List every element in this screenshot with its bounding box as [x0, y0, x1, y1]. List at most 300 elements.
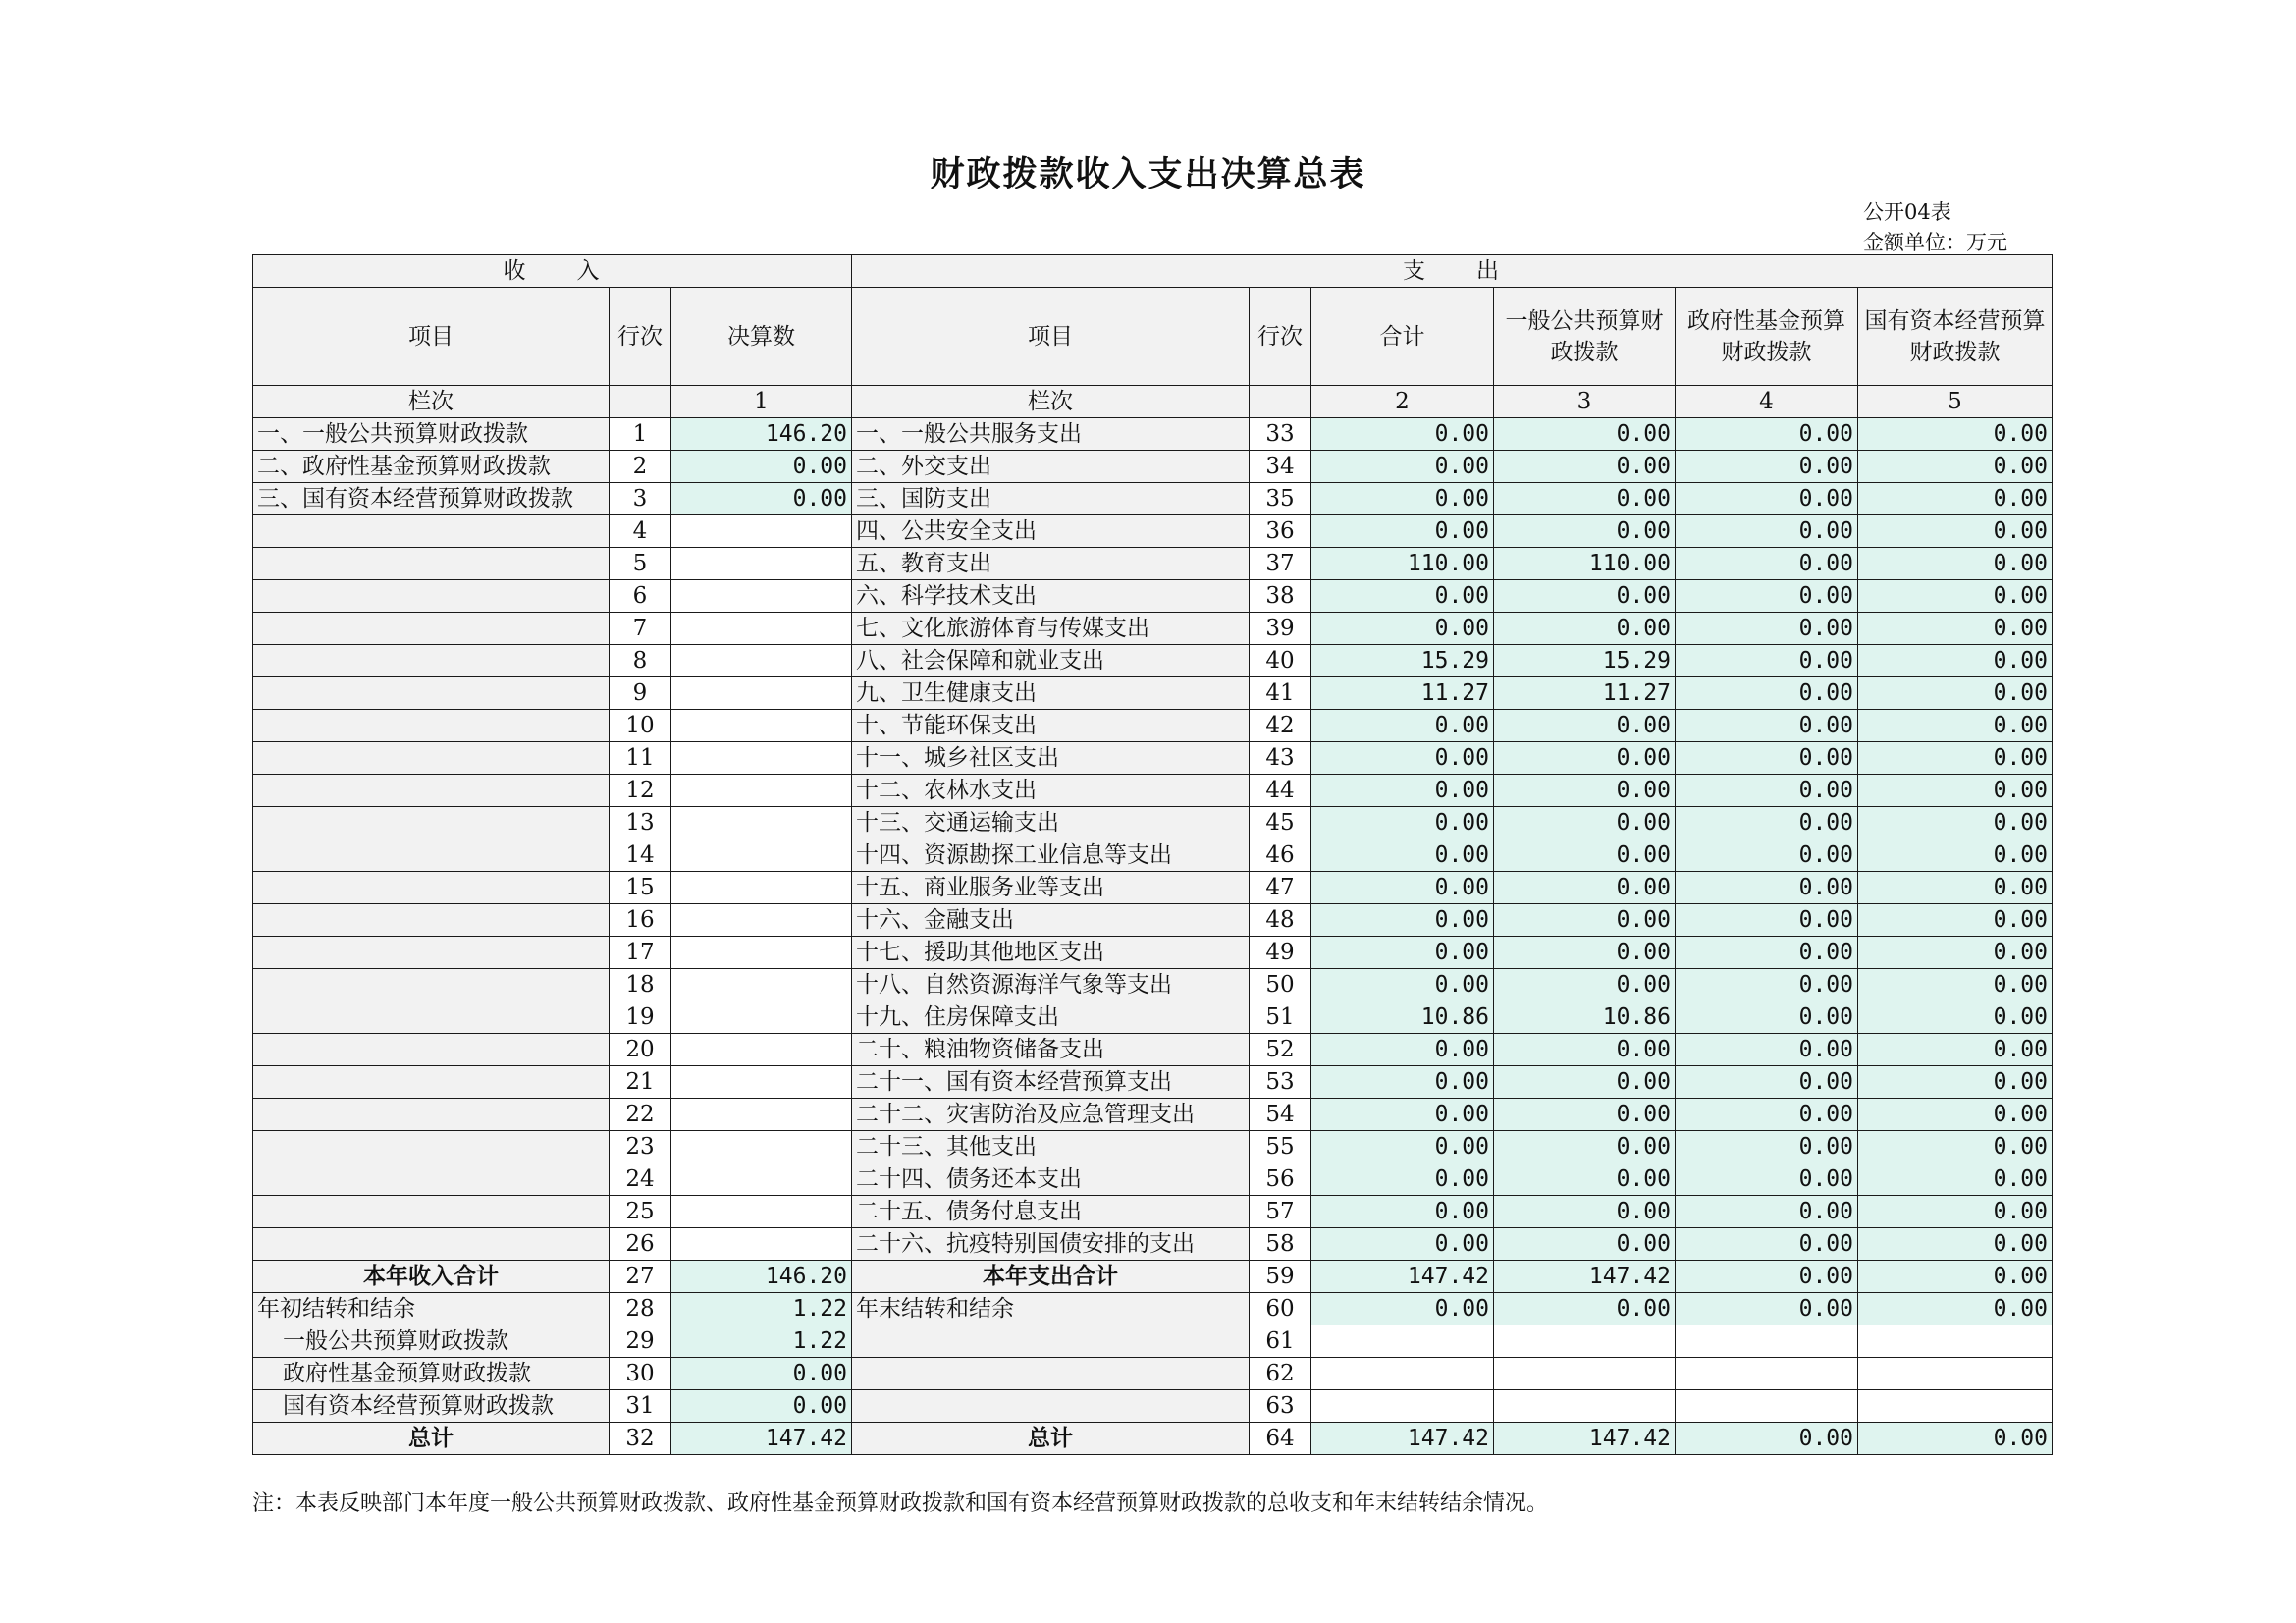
row-number: 51	[1250, 1001, 1311, 1034]
row-number: 35	[1250, 483, 1311, 515]
row-number: 54	[1250, 1099, 1311, 1131]
expense-general: 0.00	[1494, 1163, 1676, 1196]
empty-cell	[852, 1325, 1250, 1358]
table-row	[253, 515, 2053, 548]
income-amount	[671, 1066, 852, 1099]
row-number: 18	[610, 969, 671, 1001]
income-amount	[671, 904, 852, 937]
expense-state-capital: 0.00	[1858, 613, 2053, 645]
expense-gov-fund: 0.00	[1676, 839, 1858, 872]
expense-general: 0.00	[1494, 1196, 1676, 1228]
income-amount	[671, 1131, 852, 1163]
row-number: 48	[1250, 904, 1311, 937]
expense-state-capital: 0.00	[1858, 1001, 2053, 1034]
row-number: 25	[610, 1196, 671, 1228]
row-number: 46	[1250, 839, 1311, 872]
expense-general: 0.00	[1494, 872, 1676, 904]
row-number: 58	[1250, 1228, 1311, 1261]
row-number: 53	[1250, 1066, 1311, 1099]
row-number: 52	[1250, 1034, 1311, 1066]
income-item	[253, 613, 610, 645]
income-label: 一般公共预算财政拨款	[253, 1325, 610, 1358]
income-amount	[671, 872, 852, 904]
expense-total: 0.00	[1311, 937, 1494, 969]
row-number: 39	[1250, 613, 1311, 645]
expense-general: 147.42	[1494, 1423, 1676, 1455]
row-number: 62	[1250, 1358, 1311, 1390]
expense-gov-fund: 0.00	[1676, 613, 1858, 645]
expense-total: 0.00	[1311, 1228, 1494, 1261]
income-amount	[671, 839, 852, 872]
empty-cell	[1494, 1390, 1676, 1423]
expense-gov-fund: 0.00	[1676, 710, 1858, 742]
expense-state-capital: 0.00	[1858, 645, 2053, 677]
income-amount: 1.22	[671, 1293, 852, 1325]
income-label: 总计	[253, 1423, 610, 1455]
income-amount: 1.22	[671, 1325, 852, 1358]
expense-general: 10.86	[1494, 1001, 1676, 1034]
row-number: 36	[1250, 515, 1311, 548]
income-item	[253, 839, 610, 872]
row-number: 7	[610, 613, 671, 645]
table-row	[253, 1001, 2053, 1034]
expense-general: 0.00	[1494, 742, 1676, 775]
table-row	[253, 904, 2053, 937]
expense-state-capital: 0.00	[1858, 580, 2053, 613]
income-item	[253, 1066, 610, 1099]
income-item	[253, 645, 610, 677]
expense-state-capital: 0.00	[1858, 904, 2053, 937]
row-number: 64	[1250, 1423, 1311, 1455]
expense-gov-fund: 0.00	[1676, 969, 1858, 1001]
row-number: 42	[1250, 710, 1311, 742]
table-row	[253, 613, 2053, 645]
income-section-header: 收 入	[253, 255, 852, 288]
expense-general: 0.00	[1494, 1066, 1676, 1099]
income-amount	[671, 548, 852, 580]
empty-cell	[1311, 1358, 1494, 1390]
row-number: 28	[610, 1293, 671, 1325]
empty-cell	[610, 386, 671, 418]
table-row	[253, 645, 2053, 677]
expense-item: 三、国防支出	[852, 483, 1250, 515]
income-amount	[671, 807, 852, 839]
expense-state-capital: 0.00	[1858, 839, 2053, 872]
expense-gov-fund: 0.00	[1676, 775, 1858, 807]
income-item: 二、政府性基金预算财政拨款	[253, 451, 610, 483]
income-item	[253, 710, 610, 742]
expense-total: 110.00	[1311, 548, 1494, 580]
expense-item: 二十三、其他支出	[852, 1131, 1250, 1163]
income-item	[253, 1228, 610, 1261]
row-number: 19	[610, 1001, 671, 1034]
col-number: 4	[1676, 386, 1858, 418]
income-amount	[671, 1163, 852, 1196]
expense-general: 110.00	[1494, 548, 1676, 580]
empty-cell	[1311, 1390, 1494, 1423]
expense-item: 十五、商业服务业等支出	[852, 872, 1250, 904]
income-item: 三、国有资本经营预算财政拨款	[253, 483, 610, 515]
expense-state-capital: 0.00	[1858, 1163, 2053, 1196]
table-row	[253, 742, 2053, 775]
expense-item: 十二、农林水支出	[852, 775, 1250, 807]
expense-general: 0.00	[1494, 904, 1676, 937]
expense-general: 0.00	[1494, 1131, 1676, 1163]
table-row	[253, 937, 2053, 969]
expense-gov-fund: 0.00	[1676, 742, 1858, 775]
expense-total: 0.00	[1311, 904, 1494, 937]
row-number: 55	[1250, 1131, 1311, 1163]
expense-general: 0.00	[1494, 775, 1676, 807]
expense-gov-fund: 0.00	[1676, 418, 1858, 451]
income-amount	[671, 580, 852, 613]
table-row	[253, 1228, 2053, 1261]
expense-label: 年末结转和结余	[852, 1293, 1250, 1325]
expense-state-capital: 0.00	[1858, 483, 2053, 515]
income-label: 年初结转和结余	[253, 1293, 610, 1325]
expense-total: 0.00	[1311, 580, 1494, 613]
col-header-state-capital: 国有资本经营预算财政拨款	[1858, 288, 2053, 386]
col-header-total: 合计	[1311, 288, 1494, 386]
expense-item: 十三、交通运输支出	[852, 807, 1250, 839]
row-number: 8	[610, 645, 671, 677]
income-amount	[671, 515, 852, 548]
expense-general: 0.00	[1494, 969, 1676, 1001]
expense-gov-fund: 0.00	[1676, 1131, 1858, 1163]
income-item	[253, 548, 610, 580]
col-number: 1	[671, 386, 852, 418]
col-label: 栏次	[253, 386, 610, 418]
expense-total: 0.00	[1311, 839, 1494, 872]
expense-gov-fund: 0.00	[1676, 677, 1858, 710]
income-amount: 146.20	[671, 418, 852, 451]
expense-item: 二十、粮油物资储备支出	[852, 1034, 1250, 1066]
expense-general: 0.00	[1494, 451, 1676, 483]
expense-gov-fund: 0.00	[1676, 1163, 1858, 1196]
expense-general: 0.00	[1494, 580, 1676, 613]
expense-gov-fund: 0.00	[1676, 1293, 1858, 1325]
row-number: 59	[1250, 1261, 1311, 1293]
expense-item: 十一、城乡社区支出	[852, 742, 1250, 775]
col-header-final-amount: 决算数	[671, 288, 852, 386]
expense-general: 0.00	[1494, 1099, 1676, 1131]
expense-total: 147.42	[1311, 1423, 1494, 1455]
amount-unit: 金额单位：万元	[1863, 231, 2007, 254]
expense-gov-fund: 0.00	[1676, 1066, 1858, 1099]
expense-item: 八、社会保障和就业支出	[852, 645, 1250, 677]
row-number: 23	[610, 1131, 671, 1163]
income-item	[253, 1001, 610, 1034]
empty-cell	[1858, 1390, 2053, 1423]
table-row	[253, 775, 2053, 807]
income-item: 一、一般公共预算财政拨款	[253, 418, 610, 451]
expense-total: 0.00	[1311, 775, 1494, 807]
expense-state-capital: 0.00	[1858, 775, 2053, 807]
income-amount: 0.00	[671, 483, 852, 515]
row-number: 45	[1250, 807, 1311, 839]
expense-total: 0.00	[1311, 613, 1494, 645]
col-number: 2	[1311, 386, 1494, 418]
income-amount	[671, 645, 852, 677]
expense-gov-fund: 0.00	[1676, 1034, 1858, 1066]
income-item	[253, 807, 610, 839]
income-amount	[671, 1034, 852, 1066]
income-label: 国有资本经营预算财政拨款	[253, 1390, 610, 1423]
row-number: 31	[610, 1390, 671, 1423]
income-amount	[671, 1228, 852, 1261]
row-number: 56	[1250, 1163, 1311, 1196]
col-header-row-no: 行次	[610, 288, 671, 386]
expense-general: 0.00	[1494, 515, 1676, 548]
income-item	[253, 677, 610, 710]
income-amount	[671, 742, 852, 775]
expense-item: 十六、金融支出	[852, 904, 1250, 937]
col-label: 栏次	[852, 386, 1250, 418]
expense-total: 0.00	[1311, 515, 1494, 548]
row-number: 11	[610, 742, 671, 775]
row-number: 27	[610, 1261, 671, 1293]
row-number: 47	[1250, 872, 1311, 904]
income-amount	[671, 1001, 852, 1034]
expense-total: 0.00	[1311, 807, 1494, 839]
table-row	[253, 710, 2053, 742]
row-number: 33	[1250, 418, 1311, 451]
row-number: 26	[610, 1228, 671, 1261]
table-row	[253, 1131, 2053, 1163]
row-number: 2	[610, 451, 671, 483]
col-header-row-no: 行次	[1250, 288, 1311, 386]
expense-state-capital: 0.00	[1858, 548, 2053, 580]
income-label: 政府性基金预算财政拨款	[253, 1358, 610, 1390]
empty-cell	[852, 1390, 1250, 1423]
row-number: 17	[610, 937, 671, 969]
expense-gov-fund: 0.00	[1676, 1099, 1858, 1131]
expense-general: 147.42	[1494, 1261, 1676, 1293]
income-amount: 0.00	[671, 1358, 852, 1390]
table-row	[253, 872, 2053, 904]
row-number: 16	[610, 904, 671, 937]
expense-total: 11.27	[1311, 677, 1494, 710]
row-number: 40	[1250, 645, 1311, 677]
expense-general: 0.00	[1494, 807, 1676, 839]
income-item	[253, 937, 610, 969]
expense-item: 十、节能环保支出	[852, 710, 1250, 742]
expense-state-capital: 0.00	[1858, 1066, 2053, 1099]
row-number: 37	[1250, 548, 1311, 580]
expense-item: 四、公共安全支出	[852, 515, 1250, 548]
footnote: 注：本表反映部门本年度一般公共预算财政拨款、政府性基金预算财政拨款和国有资本经营预算财政拨款的总收支和年末结转结余情况。	[252, 1491, 1549, 1516]
income-amount	[671, 937, 852, 969]
row-number: 4	[610, 515, 671, 548]
expense-general: 0.00	[1494, 710, 1676, 742]
expense-item: 五、教育支出	[852, 548, 1250, 580]
grand-total-row	[253, 1423, 2053, 1455]
expense-general: 0.00	[1494, 613, 1676, 645]
empty-cell	[1676, 1390, 1858, 1423]
row-number: 12	[610, 775, 671, 807]
row-number: 20	[610, 1034, 671, 1066]
row-number: 1	[610, 418, 671, 451]
expense-gov-fund: 0.00	[1676, 1196, 1858, 1228]
appropriation-summary-table	[252, 254, 2053, 1455]
expense-total: 0.00	[1311, 1293, 1494, 1325]
expense-general: 11.27	[1494, 677, 1676, 710]
income-amount	[671, 613, 852, 645]
expense-total: 0.00	[1311, 1163, 1494, 1196]
expense-total: 0.00	[1311, 1066, 1494, 1099]
expense-gov-fund: 0.00	[1676, 645, 1858, 677]
empty-cell	[1250, 386, 1311, 418]
income-item	[253, 904, 610, 937]
table-row	[253, 807, 2053, 839]
expense-state-capital: 0.00	[1858, 742, 2053, 775]
income-item	[253, 742, 610, 775]
expense-state-capital: 0.00	[1858, 1099, 2053, 1131]
empty-cell	[1858, 1358, 2053, 1390]
row-number: 38	[1250, 580, 1311, 613]
form-number: 公开04表	[1863, 200, 1951, 224]
table-row	[253, 677, 2053, 710]
income-item	[253, 580, 610, 613]
row-number: 22	[610, 1099, 671, 1131]
empty-cell	[852, 1358, 1250, 1390]
empty-cell	[1311, 1325, 1494, 1358]
expense-total: 0.00	[1311, 742, 1494, 775]
table-row	[253, 548, 2053, 580]
expense-general: 15.29	[1494, 645, 1676, 677]
row-number: 9	[610, 677, 671, 710]
expense-state-capital: 0.00	[1858, 451, 2053, 483]
income-item	[253, 872, 610, 904]
expense-item: 二十二、灾害防治及应急管理支出	[852, 1099, 1250, 1131]
expense-item: 十九、住房保障支出	[852, 1001, 1250, 1034]
expense-label: 本年支出合计	[852, 1261, 1250, 1293]
income-amount: 0.00	[671, 451, 852, 483]
table-row	[253, 580, 2053, 613]
expense-gov-fund: 0.00	[1676, 515, 1858, 548]
table-row	[253, 1163, 2053, 1196]
income-label: 本年收入合计	[253, 1261, 610, 1293]
row-number: 6	[610, 580, 671, 613]
row-number: 57	[1250, 1196, 1311, 1228]
expense-item: 一、一般公共服务支出	[852, 418, 1250, 451]
income-item	[253, 775, 610, 807]
row-number: 60	[1250, 1293, 1311, 1325]
empty-cell	[1676, 1325, 1858, 1358]
expense-item: 六、科学技术支出	[852, 580, 1250, 613]
table-row	[253, 1066, 2053, 1099]
expense-state-capital: 0.00	[1858, 1228, 2053, 1261]
row-number: 15	[610, 872, 671, 904]
expense-section-header: 支 出	[852, 255, 2053, 288]
page-title: 财政拨款收入支出决算总表	[930, 154, 1366, 194]
row-number: 13	[610, 807, 671, 839]
row-number: 44	[1250, 775, 1311, 807]
col-number: 5	[1858, 386, 2053, 418]
carryover-sub-row	[253, 1358, 2053, 1390]
income-item	[253, 969, 610, 1001]
expense-total: 0.00	[1311, 451, 1494, 483]
expense-gov-fund: 0.00	[1676, 1001, 1858, 1034]
row-number: 29	[610, 1325, 671, 1358]
expense-state-capital: 0.00	[1858, 1261, 2053, 1293]
row-number: 61	[1250, 1325, 1311, 1358]
income-amount	[671, 710, 852, 742]
row-number: 43	[1250, 742, 1311, 775]
expense-state-capital: 0.00	[1858, 937, 2053, 969]
table-row	[253, 969, 2053, 1001]
col-number: 3	[1494, 386, 1676, 418]
row-number: 41	[1250, 677, 1311, 710]
expense-gov-fund: 0.00	[1676, 904, 1858, 937]
expense-gov-fund: 0.00	[1676, 872, 1858, 904]
income-amount: 0.00	[671, 1390, 852, 1423]
expense-gov-fund: 0.00	[1676, 807, 1858, 839]
expense-label: 总计	[852, 1423, 1250, 1455]
row-number: 5	[610, 548, 671, 580]
expense-state-capital: 0.00	[1858, 807, 2053, 839]
expense-state-capital: 0.00	[1858, 710, 2053, 742]
expense-total: 0.00	[1311, 872, 1494, 904]
expense-state-capital: 0.00	[1858, 677, 2053, 710]
expense-state-capital: 0.00	[1858, 872, 2053, 904]
income-amount: 147.42	[671, 1423, 852, 1455]
row-number: 14	[610, 839, 671, 872]
income-item	[253, 1131, 610, 1163]
expense-item: 十四、资源勘探工业信息等支出	[852, 839, 1250, 872]
row-number: 30	[610, 1358, 671, 1390]
expense-total: 0.00	[1311, 1034, 1494, 1066]
table-row	[253, 1196, 2053, 1228]
expense-state-capital: 0.00	[1858, 1034, 2053, 1066]
table-row	[253, 418, 2053, 451]
expense-general: 0.00	[1494, 1293, 1676, 1325]
table-row	[253, 483, 2053, 515]
expense-total: 0.00	[1311, 1196, 1494, 1228]
carryover-row	[253, 1293, 2053, 1325]
expense-general: 0.00	[1494, 1228, 1676, 1261]
year-total-row	[253, 1261, 2053, 1293]
empty-cell	[1494, 1325, 1676, 1358]
expense-gov-fund: 0.00	[1676, 1228, 1858, 1261]
expense-state-capital: 0.00	[1858, 1423, 2053, 1455]
expense-gov-fund: 0.00	[1676, 1423, 1858, 1455]
income-amount	[671, 1099, 852, 1131]
empty-cell	[1858, 1325, 2053, 1358]
expense-gov-fund: 0.00	[1676, 937, 1858, 969]
expense-item: 二十四、债务还本支出	[852, 1163, 1250, 1196]
expense-total: 0.00	[1311, 418, 1494, 451]
income-amount: 146.20	[671, 1261, 852, 1293]
income-item	[253, 1163, 610, 1196]
col-header-general-budget: 一般公共预算财政拨款	[1494, 288, 1676, 386]
expense-total: 0.00	[1311, 483, 1494, 515]
expense-state-capital: 0.00	[1858, 418, 2053, 451]
expense-state-capital: 0.00	[1858, 1131, 2053, 1163]
expense-general: 0.00	[1494, 418, 1676, 451]
table-row	[253, 839, 2053, 872]
expense-total: 0.00	[1311, 969, 1494, 1001]
expense-state-capital: 0.00	[1858, 1196, 2053, 1228]
expense-total: 0.00	[1311, 710, 1494, 742]
expense-general: 0.00	[1494, 937, 1676, 969]
expense-general: 0.00	[1494, 483, 1676, 515]
expense-state-capital: 0.00	[1858, 515, 2053, 548]
expense-total: 147.42	[1311, 1261, 1494, 1293]
expense-state-capital: 0.00	[1858, 1293, 2053, 1325]
expense-gov-fund: 0.00	[1676, 548, 1858, 580]
expense-item: 二十六、抗疫特别国债安排的支出	[852, 1228, 1250, 1261]
